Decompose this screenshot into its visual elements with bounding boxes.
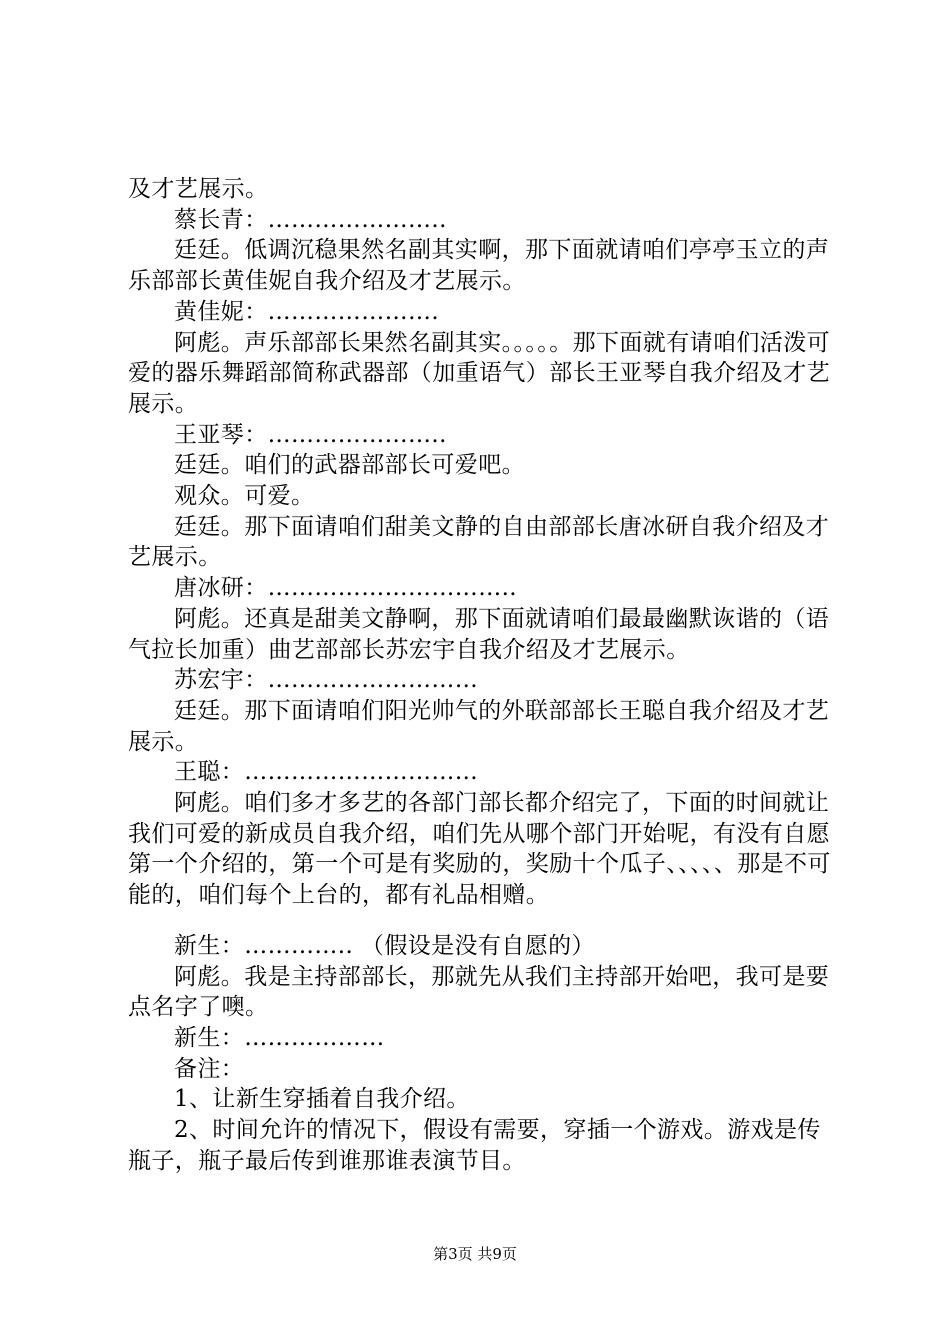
- paragraph-tang-bingyan: 唐冰研：…………………………..: [174, 575, 525, 602]
- paragraph-note-1: 1、让新生穿插着自我介绍。: [174, 1086, 470, 1113]
- paragraph-huang-jiani: 黄佳妮：………………….: [174, 298, 447, 325]
- document-body: [128, 174, 840, 1177]
- paragraph-new-student-2: 新生：………………: [174, 1024, 385, 1051]
- paragraph-tingting-4: 廷廷。那下面请咱们阳光帅气的外联部部长王聪自我介绍及才艺展示。: [128, 697, 830, 755]
- paragraph-cai-changqing: 蔡长青：…………………..: [174, 206, 455, 233]
- paragraph-su-hongyu: 苏宏宇：………………………: [174, 667, 479, 694]
- paragraph-abiao-4: 阿彪。我是主持部部长，那就先从我们主持部开始吧，我可是要点名字了噢。: [128, 963, 830, 1021]
- paragraph-wang-yaqin: 王亚琴：…………………..: [174, 421, 455, 448]
- paragraph-abiao-1: 阿彪。声乐部部长果然名副其实。。。。。那下面就有请咱们活泼可爱的器乐舞蹈部简称武器部（加重语气）部长王亚琴自我介绍及才艺展示。: [128, 329, 830, 417]
- paragraph-tingting-3: 廷廷。那下面请咱们甜美文静的自由部部长唐冰研自我介绍及才艺展示。: [128, 513, 830, 571]
- paragraph-wang-cong: 王聪：…………………………: [174, 759, 479, 786]
- paragraph-tingting-1: 廷廷。低调沉稳果然名副其实啊，那下面就请咱们亭亭玉立的声乐部部长黄佳妮自我介绍及才艺展示。: [128, 237, 830, 295]
- paragraph-new-student-1: 新生：………….. （假设是没有自愿的）: [174, 932, 595, 959]
- paragraph-note-2: 2、时间允许的情况下，假设有需要，穿插一个游戏。游戏是传瓶子，瓶子最后传到谁那谁表演节目。: [128, 1117, 821, 1174]
- paragraph-audience: 观众。可爱。: [174, 483, 315, 510]
- paragraph-tingting-2: 廷廷。咱们的武器部部长可爱吧。: [174, 452, 525, 479]
- paragraph-notes-heading: 备注：: [174, 1055, 245, 1082]
- paragraph-gap: [128, 911, 840, 931]
- page-number-footer: 第3页 共9页: [433, 1245, 517, 1263]
- paragraph-abiao-3: 阿彪。咱们多才多艺的各部门部长都介绍完了，下面的时间就让我们可爱的新成员自我介绍，咱们先从哪个部门开始呢，有没有自愿第一个介绍的，第一个可是有奖励的，奖励十个瓜子、、、、、那是不可能的，咱们每个上台的，都有礼品相赠。: [128, 790, 831, 909]
- paragraph-continuation: 及才艺展示。: [128, 176, 269, 202]
- paragraph-abiao-2: 阿彪。还真是甜美文静啊，那下面就请咱们最最幽默诙谐的（语气拉长加重）曲艺部部长苏宏宇自我介绍及才艺展示。: [128, 605, 830, 663]
